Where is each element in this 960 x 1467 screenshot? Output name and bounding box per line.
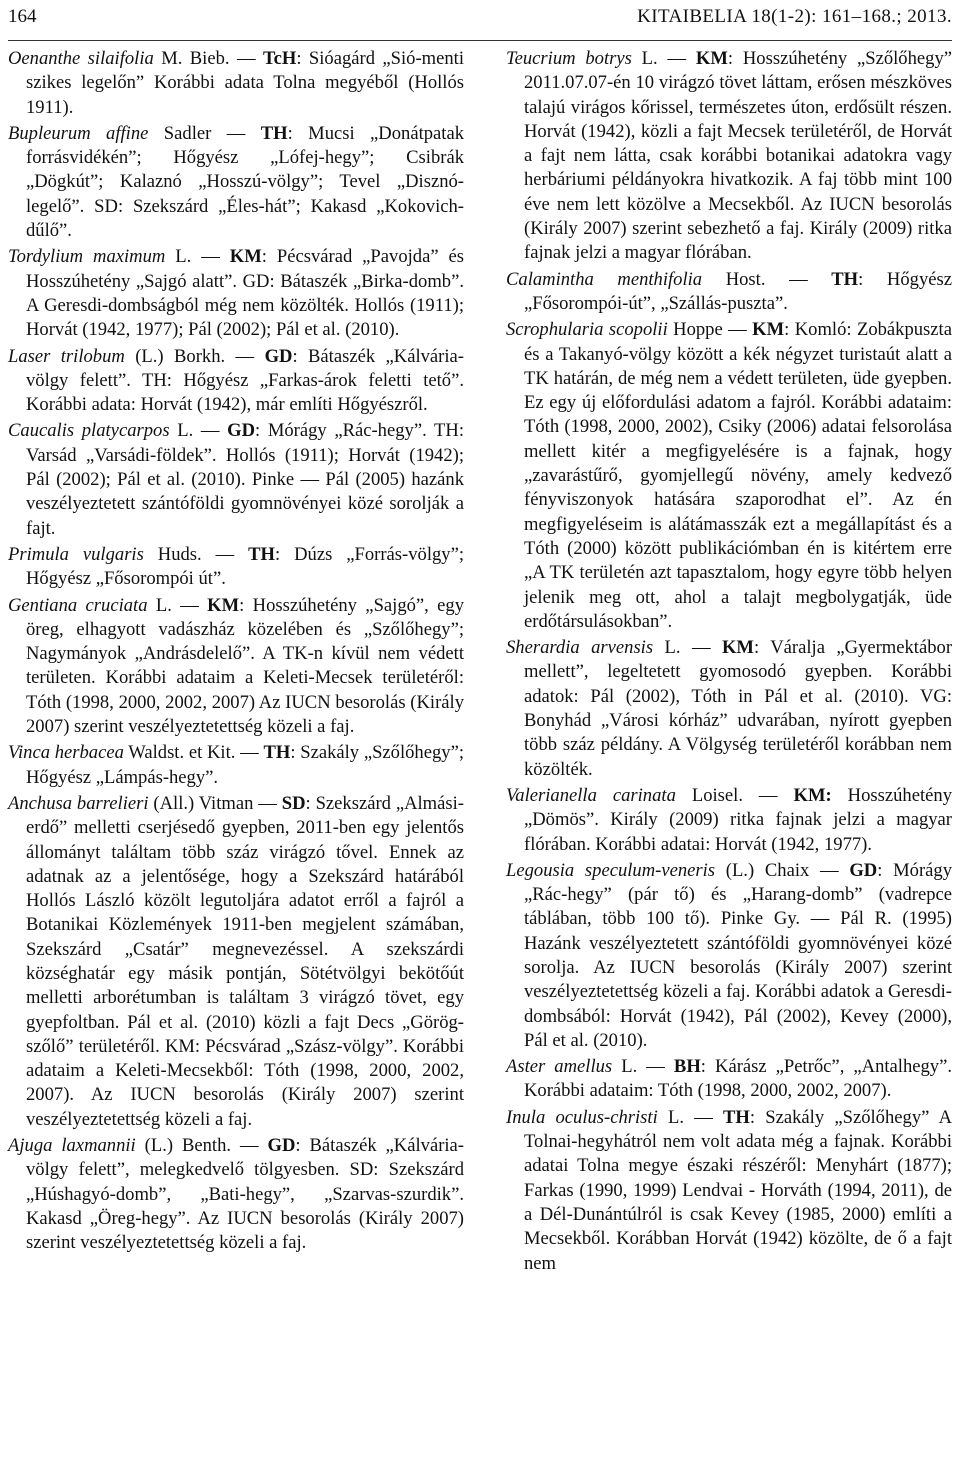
species-author: Waldst. et Kit. —: [123, 742, 264, 764]
species-name: Legousia speculum-veneris: [506, 859, 716, 881]
species-author: L. —: [612, 1056, 674, 1078]
species-entry: [506, 47, 952, 266]
species-name: Oenanthe silaifolia: [8, 48, 154, 69]
species-entry: [8, 1134, 464, 1255]
region-code: TH: [260, 122, 288, 144]
species-name: Laser trilobum: [8, 345, 125, 367]
species-author: L. —: [657, 1106, 724, 1128]
entry-text: Hosszúhetény „Dömös”. Király (2009) ritka fajnak jelzi a magyar flórában. Korábbi adatai: Horvát (1942, 1977).: [524, 784, 952, 855]
region-code: GD: [267, 1135, 296, 1157]
region-code: TcH: [262, 48, 297, 69]
species-author: L. —: [631, 48, 696, 69]
entry-text: : Hosszúhetény „Sajgó”, egy öreg, elhagyott vadászház közelében és „Szőlőhegy”; Nagymányok „Andrásdelelő”. A TK-n kívül nem védett területen. Korábbi adataim a Keleti-Mecsek területéről: Tóth (1998, 2000, 2002, 2007) Az IUCN besorolás (Király 2007) szerint veszélyeztetettség közeli a faj.: [26, 594, 465, 738]
species-name: Inula oculus-christi: [506, 1106, 658, 1128]
right-column: [506, 47, 952, 1278]
species-entry: [8, 419, 464, 540]
entry-text: : Bátaszék „Kálvária-völgy felett”. TH: Hőgyész „Farkas-árok feletti tető”. Korábbi adata: Horvát (1942), már említi Hőgyészről.: [26, 345, 464, 416]
species-name: Sherardia arvensis: [506, 637, 654, 659]
entry-text: : Szekszárd „Almási-erdő” melletti cserjésedő gyepben, 2011-ben egy jelentős állományt találtam több száz virágzó tővel. Ennek az adatnak az a jelentősége, hogy a Szekszárd határából Hollós László közölt legutoljára adatot erről a fajról a Botanikai Közlemények 1911-ben megjelent számában, Szekszárd „Csatár” megnevezéssel. A szekszárdi községhatár egy másik pontján, Sötétvölgyi bekötőút melletti arborétumban is találtam 3 virágzó tövet, egy gyepfoltban. Pál et al. (2010) közli a fajt Decs „Görög-szőlő” területéről. KM: Pécsvárad „Szász-völgy”. Korábbi adataim a Keleti-Mecsekből: Tóth (1998, 2000, 2002, 2007). Az IUCN besorolás (Király 2007) szerint veszélyeztetettség közeli a faj.: [26, 792, 464, 1130]
region-code: SD: [281, 792, 306, 814]
entry-text: : Komló: Zobákpuszta és a Takanyó-völgy között a kék négyzet turistaút alatt a TK határán, de még nem a védett területen, üde gyepben. Ez egy új előfordulási adatom a fajról. Korábbi adataim: Tóth (1998, 2000, 2002), Csiky (2006) adatai felsorolása mellett kitér a megfigyelésére is a fajnak, hogy „zavarástűrő, gyomjellegű növény, amely kedvező fényviszonyok hatására szaporodhat el”. Az én megfigyeléseim is alátámasszák ezt a megállapítást és a Tóth (2000) között publikációmban én is kitértem erre „A TK területén azt tapasztalom, hogy egyre több helyen jelenik meg ott, ahol a talajt megbolygatják, üde erdőtársulásokban”.: [524, 319, 952, 632]
region-code: BH: [673, 1056, 701, 1078]
entry-text: : Váralja „Gyermektábor mellett”, legeltetett gyomosodó gyepben. Korábbi adatok: Pál (2002), Tóth in Pál et al. (2010). VG: Bonyhád „Városi kórház” udvarában, nyírott gyepben több száz példány. A Völgység területéről korábban nem közölték.: [524, 637, 953, 780]
species-author: L. —: [165, 246, 230, 268]
entry-text: : Pécsvárad „Pavojda” és Hosszúhetény „Sajgó alatt”. GD: Bátaszék „Birka-domb”. A Geresdi-dombságból még nem közölték. Hollós (1911); Horvát (1942, 1977); Pál (2002); Pál et al. (2010).: [26, 246, 465, 341]
species-entry: [8, 543, 464, 592]
page-header: [8, 0, 952, 41]
species-entry: [8, 345, 464, 418]
region-code: TH: [248, 543, 276, 565]
species-author: L. —: [147, 594, 208, 616]
species-name: Scrophularia scopolii: [506, 319, 668, 341]
region-code: KM: [752, 319, 785, 341]
species-entry: [8, 245, 464, 342]
entry-text: : Bátaszék „Kálvária-völgy felett”, melegkedvelő tölgyesben. SD: Szekszárd „Húshagyó-domb”, „Bati-hegy”, „Szarvas-szurdik”. Kakasd „Öreg-hegy”. Az IUCN besorolás (Király 2007) szerint veszélyeztetettség közeli a faj.: [26, 1135, 465, 1254]
species-author: L. —: [169, 420, 228, 442]
species-entry: [506, 859, 952, 1053]
region-code: KM: [207, 594, 240, 616]
species-author: (L.) Chaix —: [715, 859, 850, 881]
region-code: TH: [723, 1106, 750, 1128]
entry-text: : Hőgyész „Fősorompói-út”, „Szállás-puszta”.: [524, 268, 952, 314]
species-author: (L.) Benth. —: [135, 1135, 268, 1157]
species-author: Loisel. —: [675, 784, 794, 806]
region-code: GD: [227, 420, 255, 442]
region-code: GD: [264, 345, 293, 367]
species-name: Gentiana cruciata: [8, 594, 148, 616]
species-entry: [506, 784, 952, 857]
species-entry: [506, 268, 952, 317]
region-code: KM: [229, 246, 262, 268]
species-entry: [506, 636, 952, 782]
species-name: Calamintha menthifolia: [506, 268, 703, 290]
species-author: M. Bieb. —: [153, 48, 263, 69]
species-author: (All.) Vitman —: [148, 792, 282, 814]
species-name: Anchusa barrelieri: [8, 792, 149, 814]
species-author: Sadler —: [148, 122, 261, 144]
species-name: Tordylium maximum: [8, 246, 166, 268]
left-column: [8, 47, 464, 1258]
species-name: Caucalis platycarpos: [8, 420, 170, 442]
region-code: KM:: [793, 784, 832, 806]
page-number: 164: [8, 6, 37, 27]
species-author: (L.) Borkh. —: [124, 345, 265, 367]
entry-text: : Mórágy „Rác-hegy”. TH: Varsád „Varsádi-földek”. Hollós (1911); Horvát (1942); Pál (2002); Pál et al. (2010). Pinke — Pál (2005) hazánk veszélyeztetett szántóföldi gyomnövényei közé sorolják a fajt.: [26, 420, 464, 539]
species-entry: [8, 741, 464, 790]
entry-text: : Hosszúhetény „Szőlőhegy” 2011.07.07-én 10 virágzó tövet láttam, erősen mészköves talajú virágos kőrissel, természetes úton, erdősült részen. Horvát (1942), közli a fajt Mecsek területéről, de Horvát a fajt nem látta, csak korábbi botanikai adatokra vagy herbáriumi példányokra hivatkozik. A faj több mint 100 éve nem lett közölve a Mecsekből. Az IUCN besorolás (Király 2007) szerint sebezhető a faj. Király (2009) ritka fajnak jelzi a magyar flórában.: [524, 48, 952, 264]
species-entry: [506, 318, 952, 634]
region-code: KM: [721, 637, 754, 659]
species-entry: [506, 1106, 952, 1276]
entry-text: : Mórágy „Rác-hegy” (pár tő) és „Harang-domb” (vadrepce táblában, több 100 tő). Pinke Gy. — Pál R. (1995) Hazánk veszélyeztetett szántóföldi gyomnövényei közé sorolja. Az IUCN besorolás (Király 2007) szerint veszélyeztetettség közeli a faj. Korábbi adatok a Geresdi-dombsából: Horvát (1942), Pál (2002), Kevey (2000), Pál et al. (2010).: [524, 859, 952, 1051]
entry-text: : Sióagárd „Sió-menti szikes legelőn” Korábbi adata Tolna megyéből (Hollós 1911).: [26, 48, 465, 118]
species-entry: [8, 47, 464, 120]
entry-text: : Mucsi „Donátpatak forrásvidékén”; Hőgyész „Lófej-hegy”; Csibrák „Dögkút”; Kalaznó „Hosszú-völgy”; Tevel „Disznó-legelő”. SD: Szekszárd „Éles-hát”; Kakasd „Kokovich-dűlő”.: [26, 122, 465, 242]
species-name: Aster amellus: [506, 1056, 613, 1078]
entry-text: : Dúzs „Forrás-völgy”; Hőgyész „Fősorompói út”.: [26, 543, 465, 590]
species-entry: [8, 122, 464, 243]
species-author: Hoppe —: [667, 319, 753, 341]
species-author: Host. —: [702, 268, 832, 290]
region-code: TH: [831, 268, 859, 290]
species-name: Ajuga laxmannii: [8, 1135, 136, 1157]
species-name: Vinca herbacea: [8, 742, 124, 764]
entry-text: : Kárász „Petrőc”, „Antalhegy”. Korábbi adataim: Tóth (1998, 2000, 2002, 2007).: [524, 1056, 952, 1102]
species-author: L. —: [653, 637, 722, 659]
species-name: Primula vulgaris: [8, 543, 144, 565]
species-name: Bupleurum affine: [8, 122, 149, 144]
region-code: GD: [849, 859, 878, 881]
species-entry: [8, 594, 464, 740]
species-author: Huds. —: [143, 543, 249, 565]
region-code: KM: [695, 48, 728, 69]
region-code: TH: [263, 742, 291, 764]
journal-citation: KITAIBELIA 18(1-2): 161–168.; 2013.: [637, 6, 952, 27]
species-name: Teucrium botrys: [506, 48, 632, 69]
species-name: Valerianella carinata: [506, 784, 676, 806]
entry-text: : Szakály „Szőlőhegy” A Tolnai-hegyhátról nem volt adata még a fajnak. Korábbi adatai Tolna megye északi részéről: Menyhárt (1877); Farkas (1990, 1999) Lendvai - Horváth (1994, 2011), de a Dél-Dunántúlról is csak Kevey (1985, 2000) említi a Mecsekből. Korábban Horvát (1942) közölte, de ő a fajt nem: [524, 1106, 952, 1274]
entry-text: : Szakály „Szőlőhegy”; Hőgyész „Lámpás-hegy”.: [26, 742, 464, 788]
species-entry: [506, 1055, 952, 1104]
species-entry: [8, 792, 464, 1132]
